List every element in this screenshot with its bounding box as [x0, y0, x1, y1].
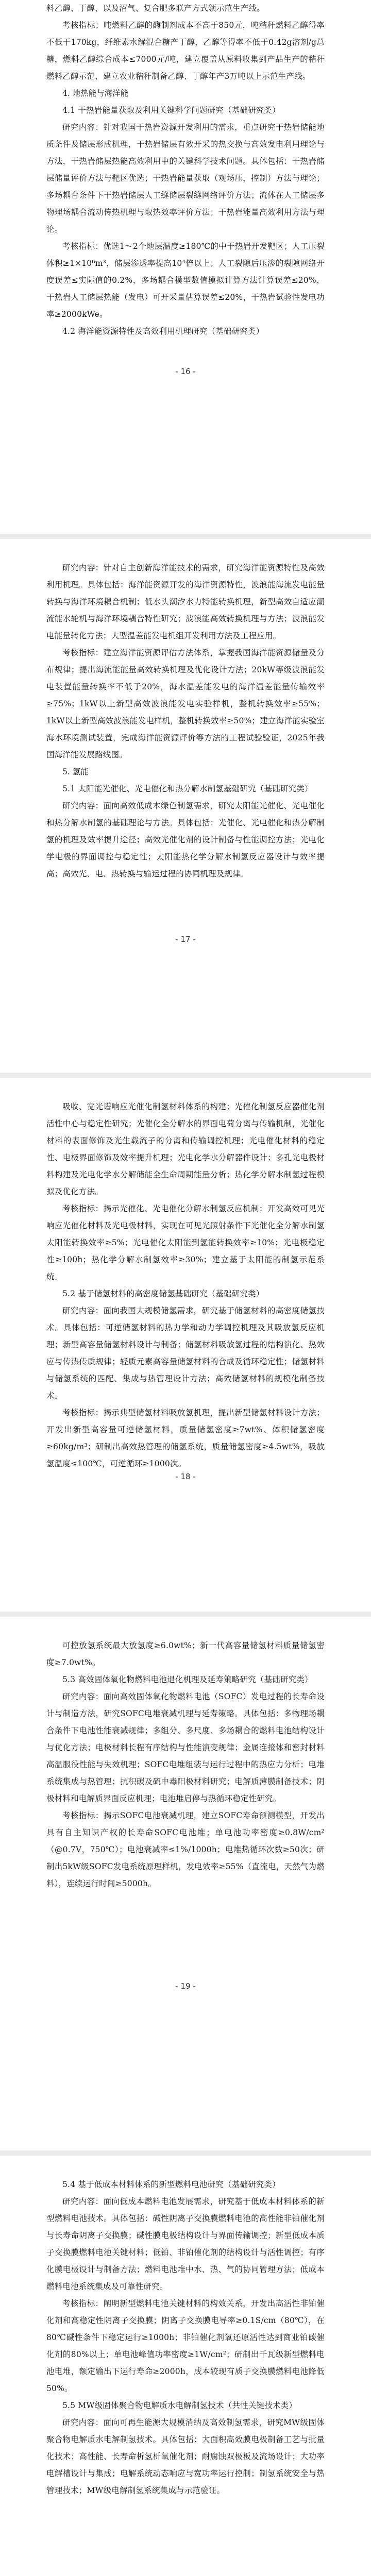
page-content [46, 1078, 325, 1472]
paragraph: 研究内容：面向高效固体氧化物燃料电池（SOFC）发电过程的长寿命设计与制造方法，研究SOFC电堆衰减机理与延寿策略。具体包括：多物理场耦合条件下电池性能衰减规律；多组分、多尺度、多场耦合的燃料电池结构设计与优化方法；电极材料长程有序结构与性能演变规律；金属连接体和密封材料高温服役性能与失效机理；SOFC电堆组装与运行过程中的热应力分析；电堆系统集成与热管理；抗积碳及硫中毒阳极材料研究；电解质薄膜制备技术；阴极材料和电解质界面反应机理；电池堆启停与热循环稳定性研究。 [46, 1692, 325, 1803]
paragraph: 考核指标：吨燃料乙醇的酶制剂成本不高于850元，吨秸秆燃料乙醇得率不低于170kg，纤维素水解混合糖产丁醇，乙醇等得率不低于0.42g溶剂/g总糖，燃料乙醇综合成本≤7000元/吨，建立覆盖从原料收集到产品生产的秸秆燃料乙醇示范，建立农业秸秆制备乙醇、丁醇年产3万吨以上示范生产线。 [46, 21, 325, 81]
paragraph: 研究内容：面向可再生能源大规模消纳及高效制氢需求，研究MW级固体聚合物电解质水电解制氢技术。具体包括：大面积高效膜电极制备工艺与批量化技术；高性能、长寿命析氢析氧催化剂；耐腐蚀双极板及流场设计；大功率电解槽设计与集成；电解系统动态响应与宽功率运行控制；制氢系统安全与热管理技术；MW级电解制氢系统集成与示范验证。 [46, 2418, 325, 2495]
paragraph: 考核指标：优选1～2个地层温度≥180℃的中干热岩开发靶区；人工压裂体积≥1×10⁶m³，储层渗透率提高10⁴倍以上；人工裂隙后压渗的裂隙网络开度误差≤实际值的0.2%，多场耦合模型数值模拟计算方法计算误差≤20%，干热岩人工储层热能（发电）可开采量估算误差≤20%，干热岩试验性发电功率≥2000kWe。 [46, 242, 325, 319]
paragraph: 研究内容：针对自主创新海洋能技术的需求，研究海洋能资源特性及高效利用机理。具体包括：海洋能资源开发的海洋资源特性，波浪能海流发电能量转换与海洋环境耦合机制；低水头潮汐水力特能转换机理，新型高效自适应潮流能水轮机与海洋环境耦合特性研究；波浪能高效转换机理与方法；波浪能发电能量转化方法；大型温差能发电机组开发利用方法及工程应用。 [46, 563, 325, 640]
page-number: - 17 - [175, 935, 196, 944]
paragraph: 可控放氢系统最大放氢度≥6.0wt%；新一代高容量储氢材料质量储氢密度≥7.0wt%。 [46, 1641, 325, 1667]
page [0, 1617, 371, 2150]
section-heading: 4. 地热能与海洋能 [62, 89, 129, 98]
page-number: - 16 - [175, 367, 196, 376]
page [0, 2156, 371, 2576]
paragraph: 4.2 海洋能资源特性及高效利用机理研究（基础研究类） [62, 327, 264, 336]
section-heading: 5. 氢能 [62, 767, 89, 776]
paragraph: 研究内容：面向高效低成本绿色制氢需求，研究太阳能光催化、光电催化和热分解水制氢的基础理论与方法。具体包括：光催化、光电催化和热分解制氢的机理及效率提升途径；高效光催化剂的设计制备与性能调控方法；光电化学电极的界面调控与稳定性；太阳能热化学分解水制氢反应器设计与效率提高；高效光、电、热转换与输运过程的协同机理及规律。 [46, 801, 325, 878]
page [0, 539, 371, 1073]
paragraph: 考核指标：建立海洋能资源评估方法体系，掌握我国海洋能资源储量及分布规律；提出海流能能量高效转换机理及优化设计方法；20kW等级波浪能发电装置能量转换率不低于20%，海水温差能发电的海洋温差能量传输效率≥75%；1kW以上新型高效波浪能发电实验样机，整机转换效率≥55%；1kW以上新型高效波浪能发电样机，整机转换效率≥50%；建立海洋能实验室海水环境测试装置，完成海洋能资源评价等方法的工程试验验证，2025年我国海洋能发展路线图。 [46, 648, 325, 759]
paragraph: 考核指标：揭示典型储氢材料吸放氢机理，提出新型储氢材料设计方法；开发出新型高容量可逆储氢材料，质量储氢密度≥7wt%、体积储氢密度≥60kg/m³；研制出高效热管理的储氢系统，质量储氢密度≥4.5wt%，吸放氢温度≤100℃，可逆循环≥1000次。 [46, 1408, 325, 1468]
page-number: - 19 - [175, 1981, 196, 1991]
page [0, 1078, 371, 1612]
paragraph: 4.1 干热岩能量获取及利用关键科学问题研究（基础研究类） [62, 106, 280, 115]
page-number: - 18 - [175, 1472, 196, 1481]
page-content [46, 1617, 325, 1892]
page-content [46, 2156, 325, 2499]
page-content [46, 0, 325, 340]
paragraph: 5.3 高效固体氧化物燃料电池退化机理及延寿策略研究（基础研究类） [62, 1675, 313, 1684]
paragraph: 5.4 基于低成本材料体系的新型燃料电池研究（基础研究类） [62, 2180, 280, 2189]
paragraph: 考核指标：阐明新型燃料电池关键材料的构效关系，开发出高活性非铂催化剂和高稳定性阴离子交换膜；阴离子交换膜电导率≥0.1S/cm（80℃），在80℃碱性条件下稳定运行≥1000h；非铂催化剂氧还原活性达到商业铂碳催化剂的80%以上；单电池峰值功率密度≥1W/cm²；研制出千瓦级新型燃料电池电堆，额定输出下运行寿命≥2000h，成本较现有质子交换膜燃料电池降低50%。 [46, 2299, 325, 2393]
paragraph: 5.5 MW级固体聚合物电解质水电解制氢技术（共性关键技术类） [62, 2401, 297, 2410]
page [0, 0, 371, 534]
paragraph: 料乙醇、丁醇，以及沼气、复合肥多联产方式领示范生产线。 [46, 4, 265, 13]
paragraph: 5.1 太阳能光催化、光电催化和热分解水制氢基础研究（基础研究类） [62, 784, 313, 793]
paragraph: 研究内容：面向低成本燃料电池发展需求，研究基于低成本材料体系的新型燃料电池技术。具体包括：碱性阴离子交换膜燃料电池的高性能非铂催化剂与长寿命阴离子交换膜；碱性膜电极结构设计与界面传输调控；新型低成本质子交换膜燃料电池关键材料；低铂、非铂催化剂的结构设计与活性调控；有序化膜电极设计与制备方法；燃料电池堆中水、热、气的协同管理方法；低成本燃料电池系统集成及可靠性研究。 [46, 2197, 325, 2291]
paragraph: 吸收、宽光谱响应光催化制氢材料体系的构建；光催化制氢反应器催化剂活性中心与稳定性研究；光催化全分解水的界面电荷分离与传输机制，光催化材料的表面修饰及光生载流子的分离和传输调控机理；光电催化材料的稳定性、电极界面修饰及效率提升机理；光电化学水分解器件设计；多孔光电极材料构建及光电化学水分解储能全生命周期能量分析；热化学分解水制氢过程模拟及优化方法。 [46, 1102, 325, 1196]
paragraph: 考核指标：揭示光催化、光电催化分解水制氢反应机制；开发高效可见光响应光催化材料及光电极材料，实现在可见光照射条件下光催化全分解水制氢太阳能转换效率≥5%；光电催化太阳能到氢能转换效率≥10%；光电极稳定性≥100h；热化学分解水制氢效率≥30%；建立基于太阳能的制氢示范系统。 [46, 1204, 325, 1281]
paragraph: 研究内容：针对我国干热岩资源开发利用的需求，重点研究干热岩储能地质条件及储层形成机理，干热岩储层有效开采的热交换与高效发电利用理论与方法，干热岩储层热能高效利用中的关键科学技术问题。具体包括：干热岩储层储量评价方法与靶区优选；干热岩能量获取（观场压，控制）方法与理论；多场耦合条件下干热岩储层人工缝储层裂缝网络评价方法；流体在人工储层多物理场耦合流动传热机理与取热效率评价方法；干热岩能量高效利用方法与理论。 [46, 123, 325, 234]
paragraph: 研究内容：面向我国大规模储氢需求，研究基于储氢材料的高密度储氢技术。具体包括：可逆储氢材料的热力学和动力学调控机理及其吸放氢反应机理；新型高容量储氢材料设计与制备；储氢材料吸放氢过程的结构演化、热效应与传热传质规律；轻质元素高容量储氢材料的合成及循环稳定性；储氢材料与储氢系统的匹配、集成与热管理设计方法；高效储氢材料的规模化制备技术。 [46, 1306, 325, 1400]
paragraph: 5.2 基于储氢材料的高密度储氢基础研究（基础研究类） [62, 1289, 264, 1298]
paragraph: 考核指标：揭示SOFC电池衰减机理，建立SOFC寿命预测模型，开发出具有自主知识产权的长寿命SOFC电池堆；单电池功率密度≥0.8W/cm²（@0.7V，750℃）；电池衰减率≤1%/1000h；电堆热循环次数≥50次；研制出5kW级SOFC发电系统原理样机，发电效率≥55%（直流电，天然气为燃料），连续运行时间≥5000h。 [46, 1811, 325, 1888]
page-content [46, 539, 325, 883]
